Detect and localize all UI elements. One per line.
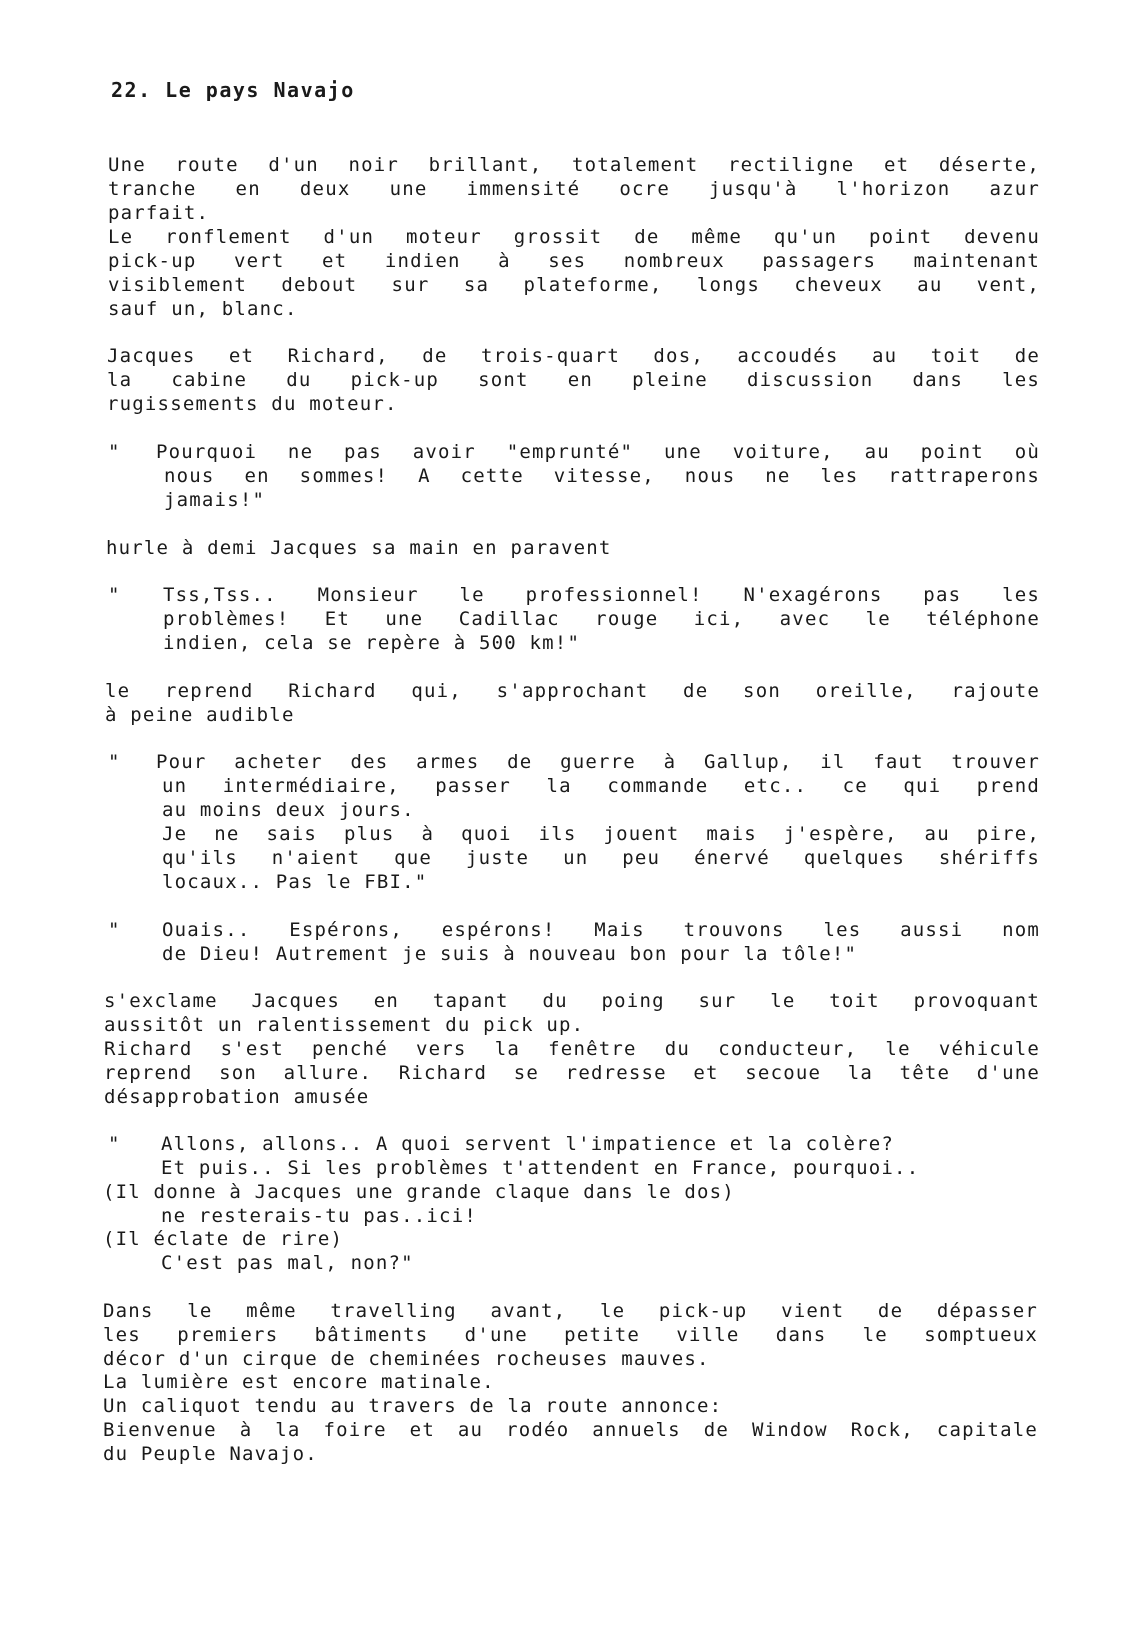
paragraph-line: parfait. <box>108 202 210 224</box>
quote-mark: " <box>108 584 121 606</box>
narration-line: Richard s'est penché vers la fenêtre du conducteur, le véhicule <box>104 1038 1040 1060</box>
quote-line: Tss,Tss.. Monsieur le professionnel! N'exagérons pas les <box>163 584 1040 606</box>
stage-direction: (Il éclate de rire) <box>103 1228 344 1250</box>
quote-mark: " <box>108 919 121 941</box>
paragraph-line: Le ronflement d'un moteur grossit de même qu'un point devenu <box>108 226 1040 248</box>
quote-line: Pourquoi ne pas avoir "emprunté" une voiture, au point où <box>156 441 1040 463</box>
paragraph-line: La lumière est encore matinale. <box>103 1371 495 1393</box>
quote-mark: " <box>108 441 121 463</box>
quote-line: nous en sommes! A cette vitesse, nous ne les rattraperons <box>164 465 1040 487</box>
quote-line: Ouais.. Espérons, espérons! Mais trouvons les aussi nom <box>162 919 1040 941</box>
narration-line: le reprend Richard qui, s'approchant de son oreille, rajoute <box>105 680 1040 702</box>
quote-line: C'est pas mal, non?" <box>161 1252 414 1274</box>
narration-line: hurle à demi Jacques sa main en paravent <box>106 537 612 559</box>
quote-line: un intermédiaire, passer la commande etc.. ce qui prend <box>162 775 1040 797</box>
paragraph-line: la cabine du pick-up sont en pleine discussion dans les <box>107 369 1040 391</box>
paragraph-line: visiblement debout sur sa plateforme, longs cheveux au vent, <box>108 274 1040 296</box>
stage-direction: (Il donne à Jacques une grande claque dans le dos) <box>103 1181 735 1203</box>
quote-line: Pour acheter des armes de guerre à Gallup, il faut trouver <box>156 751 1040 773</box>
chapter-title: 22. Le pays Navajo <box>111 78 355 102</box>
quote-mark: " <box>108 751 121 773</box>
paragraph-line: Dans le même travelling avant, le pick-up vient de dépasser <box>103 1300 1038 1322</box>
quote-line: indien, cela se repère à 500 km!" <box>163 632 581 654</box>
paragraph-line: rugissements du moteur. <box>107 393 398 415</box>
paragraph-line: tranche en deux une immensité ocre jusqu'à l'horizon azur <box>108 178 1040 200</box>
narration-line: désapprobation amusée <box>104 1086 370 1108</box>
narration-line: aussitôt un ralentissement du pick up. <box>104 1014 585 1036</box>
quote-line: locaux.. Pas le FBI." <box>162 871 428 893</box>
narration-line: reprend son allure. Richard se redresse et secoue la tête d'une <box>104 1062 1040 1084</box>
paragraph-line: sauf un, blanc. <box>108 298 298 320</box>
paragraph-line: les premiers bâtiments d'une petite ville dans le somptueux <box>103 1324 1038 1346</box>
quote-line: ne resterais-tu pas..ici! <box>161 1205 477 1227</box>
quote-mark: " <box>108 1133 121 1155</box>
paragraph-line: du Peuple Navajo. <box>103 1443 318 1465</box>
narration-line: s'exclame Jacques en tapant du poing sur le toit provoquant <box>104 990 1040 1012</box>
paragraph-line: Une route d'un noir brillant, totalement rectiligne et déserte, <box>108 154 1040 176</box>
paragraph-line: décor d'un cirque de cheminées rocheuses mauves. <box>103 1348 710 1370</box>
quote-line: problèmes! Et une Cadillac rouge ici, avec le téléphone <box>163 608 1040 630</box>
paragraph-line: Jacques et Richard, de trois-quart dos, accoudés au toit de <box>107 345 1040 367</box>
quote-line: Allons, allons.. A quoi servent l'impatience et la colère? <box>161 1133 895 1155</box>
quote-line: de Dieu! Autrement je suis à nouveau bon pour la tôle!" <box>162 943 858 965</box>
paragraph-line: Bienvenue à la foire et au rodéo annuels de Window Rock, capitale <box>103 1419 1038 1441</box>
quote-line: Et puis.. Si les problèmes t'attendent en France, pourquoi.. <box>161 1157 920 1179</box>
paragraph-line: pick-up vert et indien à ses nombreux passagers maintenant <box>108 250 1040 272</box>
quote-line: jamais!" <box>164 489 266 511</box>
quote-line: Je ne sais plus à quoi ils jouent mais j'espère, au pire, <box>162 823 1040 845</box>
paragraph-line: Un caliquot tendu au travers de la route annonce: <box>103 1395 723 1417</box>
quote-line: qu'ils n'aient que juste un peu énervé quelques shériffs <box>162 847 1040 869</box>
quote-line: au moins deux jours. <box>162 799 415 821</box>
narration-line: à peine audible <box>105 704 295 726</box>
